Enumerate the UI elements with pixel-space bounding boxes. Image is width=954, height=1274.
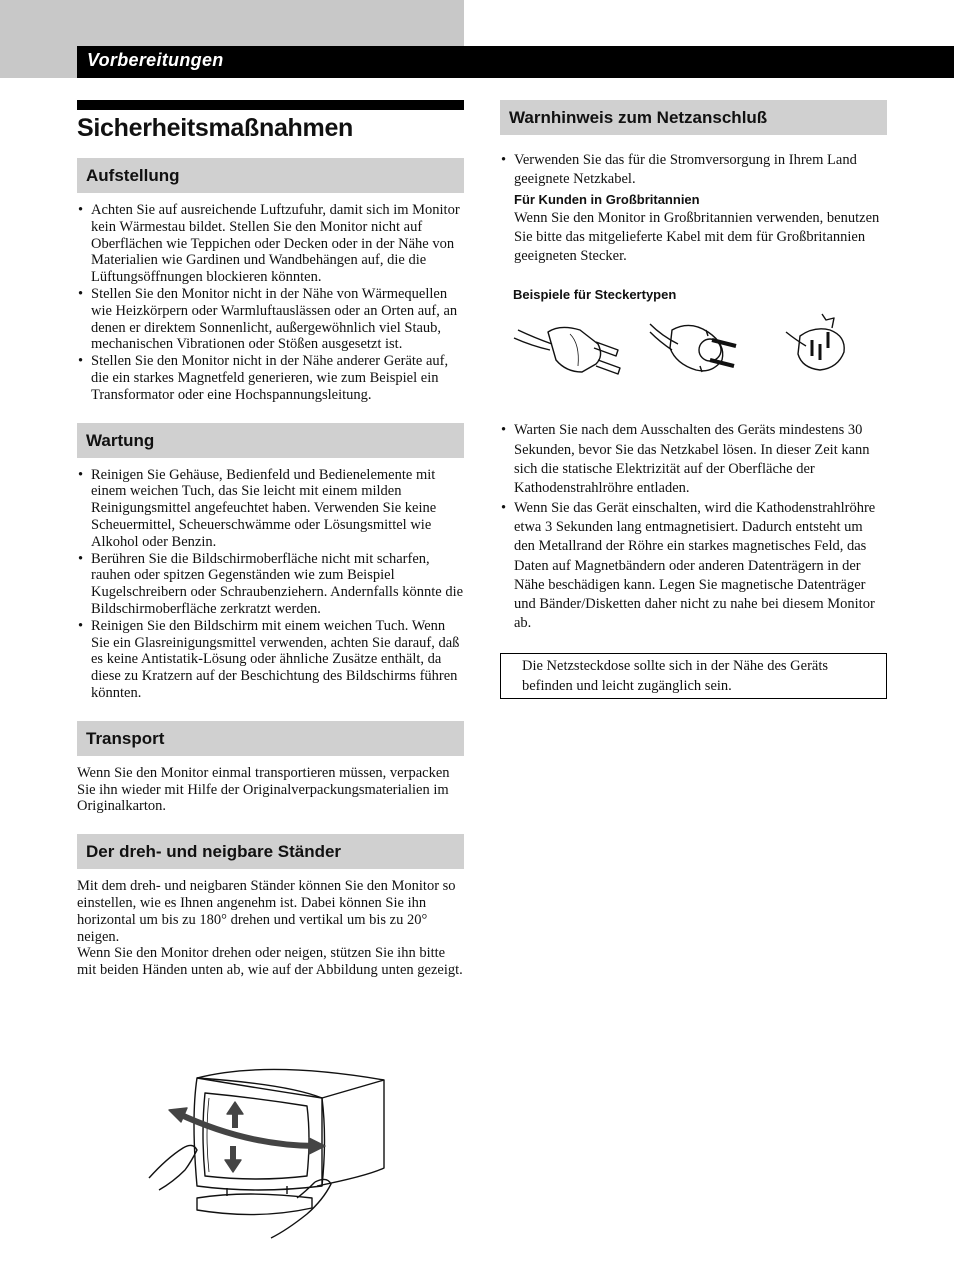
heading-wartung: Wartung: [77, 423, 464, 458]
uk-text: Wenn Sie den Monitor in Großbritannien verwenden, benutzen Sie bitte das mitgelieferte Kabel mit dem für Großbritannien geeigneten Stecker.: [514, 209, 880, 265]
uk-subheading: Für Kunden in Großbritannien: [514, 191, 700, 207]
list-item: • Reinigen Sie den Bildschirm mit einem weichen Tuch. Wenn Sie ein Glasreinigungsmittel verwenden, achten Sie darauf, daß es keine Antistatik-Lösung oder ähnliche Zusätze enthält, da diese zu Kratzern auf der Beschichtung des Bildschirms führen könnten.: [77, 618, 464, 702]
list-wartung: [77, 467, 464, 702]
list-item: • Warten Sie nach dem Ausschalten des Geräts mindestens 30 Sekunden, bevor Sie das Netzkabel lösen. In dieser Zeit kann sich die statische Elektrizität auf der Oberfläche der Kathodenstrahlröhre entladen.: [500, 421, 887, 498]
title-rule: [77, 100, 464, 110]
list-item: • Stellen Sie den Monitor nicht in der Nähe anderer Geräte auf, die ein starkes Magnetfeld generieren, wie zum Beispiel ein Transformator oder eine Hochspannungsleitung.: [77, 353, 464, 403]
us-plug-icon: [514, 328, 620, 375]
heading-aufstellung: Aufstellung: [77, 158, 464, 193]
plug-types-illustration: [500, 310, 887, 380]
section-header-bar: [77, 46, 954, 78]
uk-plug-icon: [786, 314, 844, 370]
staender-text-2: Wenn Sie den Monitor drehen oder neigen, stützen Sie ihn bitte mit beiden Händen unten ab, wie auf der Abbildung unten gezeigt.: [77, 945, 463, 979]
heading-transport: Transport: [77, 721, 464, 756]
staender-text-1: Mit dem dreh- und neigbaren Ständer können Sie den Monitor so einstellen, wie es Ihnen angenehm ist. Dabei können Sie ihn horizontal um bis zu 180° drehen und vertikal um bis zu 20° neigen.: [77, 878, 456, 945]
power-outlet-note: Die Netzsteckdose sollte sich in der Nähe des Geräts befinden und leicht zugänglich sein.: [500, 653, 887, 699]
list-item: [500, 151, 887, 266]
right-column: [500, 100, 887, 699]
section-header-label: Vorbereitungen: [87, 50, 224, 70]
euro-plug-icon: [650, 324, 736, 372]
plug-types-heading: Beispiele für Steckertypen: [513, 287, 677, 303]
list-netz-1: [500, 151, 887, 266]
page-title: Sicherheitsmaßnahmen: [77, 114, 354, 142]
monitor-tilt-illustration: [147, 1058, 397, 1248]
netz-item-1: Verwenden Sie das für die Stromversorgung in Ihrem Land geeignete Netzkabel.: [514, 152, 857, 188]
heading-netzanschluss: Warnhinweis zum Netzanschluß: [500, 100, 887, 135]
list-netz-2: [500, 421, 887, 633]
heading-staender: Der dreh- und neigbare Ständer: [77, 834, 464, 869]
list-item: • Stellen Sie den Monitor nicht in der Nähe von Wärmequellen wie Heizkörpern oder Warmluftauslässen oder an Orten auf, an denen er direktem Sonnenlicht, außergewöhnlich viel Staub, mechanischen Vibrationen oder Stößen ausgesetzt ist.: [77, 286, 464, 353]
list-item: • Reinigen Sie Gehäuse, Bedienfeld und Bedienelemente mit einem weichen Tuch, das Sie leicht mit einem milden Reinigungsmittel angefeuchtet haben. Verwenden Sie keine Scheuermittel, Scheuerschwämme oder Lösungsmittel wie Alkohol oder Benzin.: [77, 467, 464, 551]
list-item: • Achten Sie auf ausreichende Luftzufuhr, damit sich im Monitor kein Wärmestau bildet. Stellen Sie den Monitor nicht auf Oberflächen wie Teppichen oder Decken oder in der Nähe von Materialien wie Gardinen und Wandbehängen auf, die die Lüftungsöffnungen blockieren könnten.: [77, 202, 464, 286]
list-item: • Berühren Sie die Bildschirmoberfläche nicht mit scharfen, rauhen oder spitzen Gegenständen wie zum Beispiel Kugelschreibern oder Schraubenziehern. Andernfalls könnte die Bildschirmoberfläche zerkratzt werden.: [77, 551, 464, 618]
list-aufstellung: [77, 202, 464, 404]
list-item: • Wenn Sie das Gerät einschalten, wird die Kathodenstrahlröhre etwa 3 Sekunden lang entmagnetisiert. Dadurch entsteht um den Metallrand der Röhre ein starkes magnetisches Feld, das Daten auf Magnetbändern oder anderen Datenträgern in der Nähe beschädigen kann. Legen Sie magnetische Datenträger und Bänder/Disketten daher nicht zu nahe bei diesem Monitor ab.: [500, 499, 887, 634]
transport-text: Wenn Sie den Monitor einmal transportieren müssen, verpacken Sie ihn wieder mit Hilfe der Originalverpackungsmaterialien im Originalkarton.: [77, 764, 450, 815]
left-column: [77, 100, 464, 979]
